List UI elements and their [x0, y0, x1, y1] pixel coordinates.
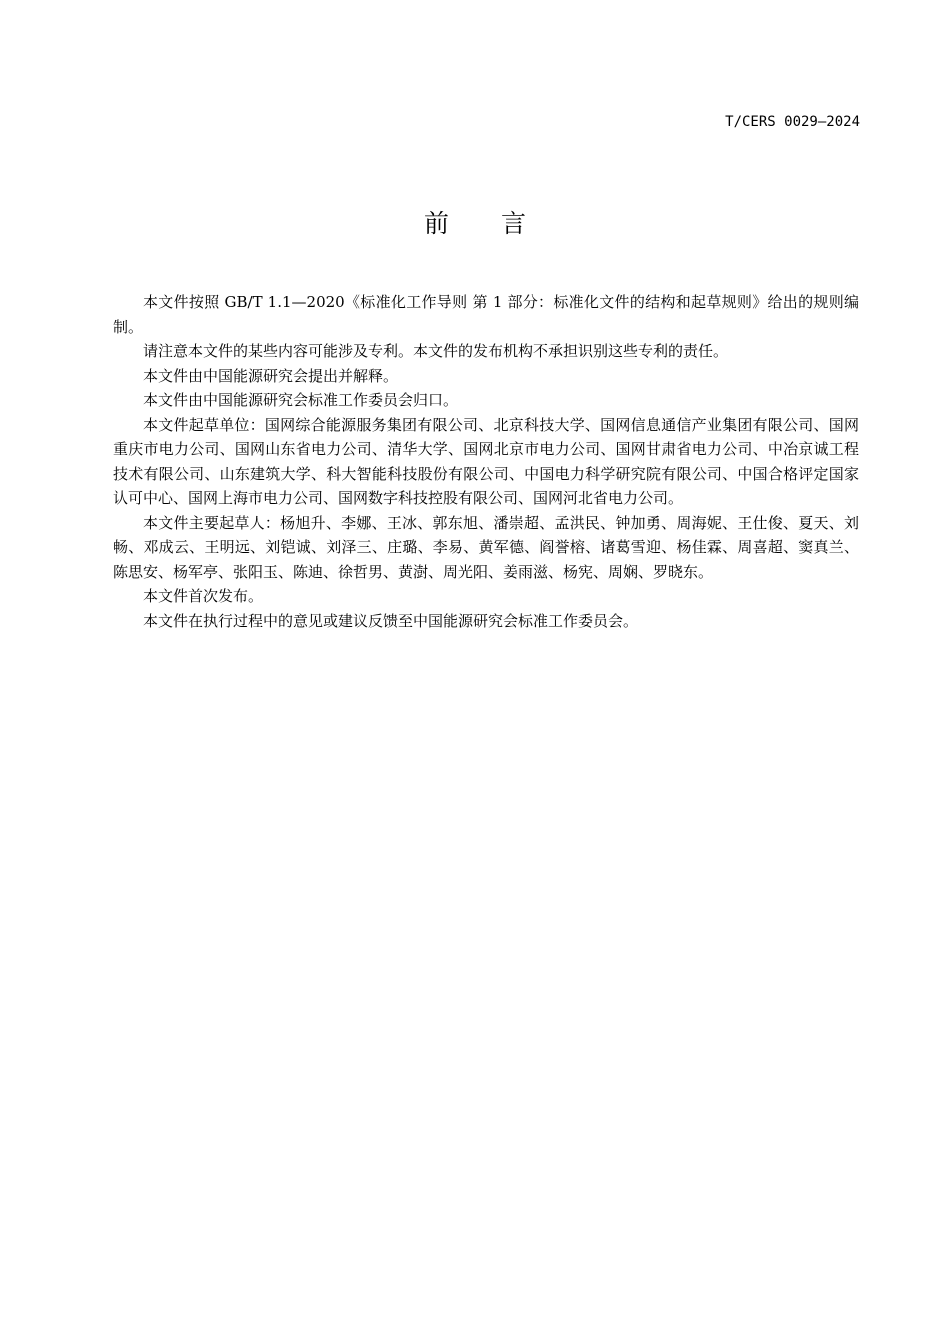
- paragraph-drafting-rules: 本文件按照 GB/T 1.1—2020《标准化工作导则 第 1 部分：标准化文件的结构和起草规则》给出的规则编制。: [113, 293, 859, 336]
- paragraph-proposer: 本文件由中国能源研究会提出并解释。: [143, 366, 399, 385]
- paragraph-first-release: 本文件首次发布。: [143, 587, 264, 605]
- paragraph-drafting-organizations: 本文件起草单位：国网综合能源服务集团有限公司、北京科技大学、国网信息通信产业集团有限公司、国网重庆市电力公司、国网山东省电力公司、清华大学、国网北京市电力公司、国网甘肃省电力公司、中冶京诚工程技术有限公司、山东建筑大学、科大智能科技股份有限公司、中国电力科学研究院有限公司、中国合格评定国家认可中心、国网上海市电力公司、国网数字科技控股有限公司、国网河北省电力公司。: [113, 415, 859, 507]
- paragraph-patent-notice: 请注意本文件的某些内容可能涉及专利。本文件的发布机构不承担识别这些专利的责任。: [143, 342, 729, 360]
- foreword-body: [113, 290, 859, 633]
- paragraph-technical-committee: 本文件由中国能源研究会标准工作委员会归口。: [143, 391, 459, 409]
- paragraph-main-drafters: 本文件主要起草人：杨旭升、李娜、王冰、郭东旭、潘崇超、孟洪民、钟加勇、周海妮、王仕俊、夏天、刘畅、邓成云、王明远、刘铠诚、刘泽三、庄璐、李易、黄军德、阎誉榕、诸葛雪迎、杨佳霖、周喜超、窦真兰、陈思安、杨军亭、张阳玉、陈迪、徐哲男、黄澍、周光阳、姜雨滋、杨宪、周娴、罗晓东。: [113, 513, 859, 581]
- paragraph-feedback: 本文件在执行过程中的意见或建议反馈至中国能源研究会标准工作委员会。: [143, 611, 639, 630]
- document-code: T/CERS 0029—2024: [725, 114, 860, 130]
- page-title: 前言: [423, 209, 578, 238]
